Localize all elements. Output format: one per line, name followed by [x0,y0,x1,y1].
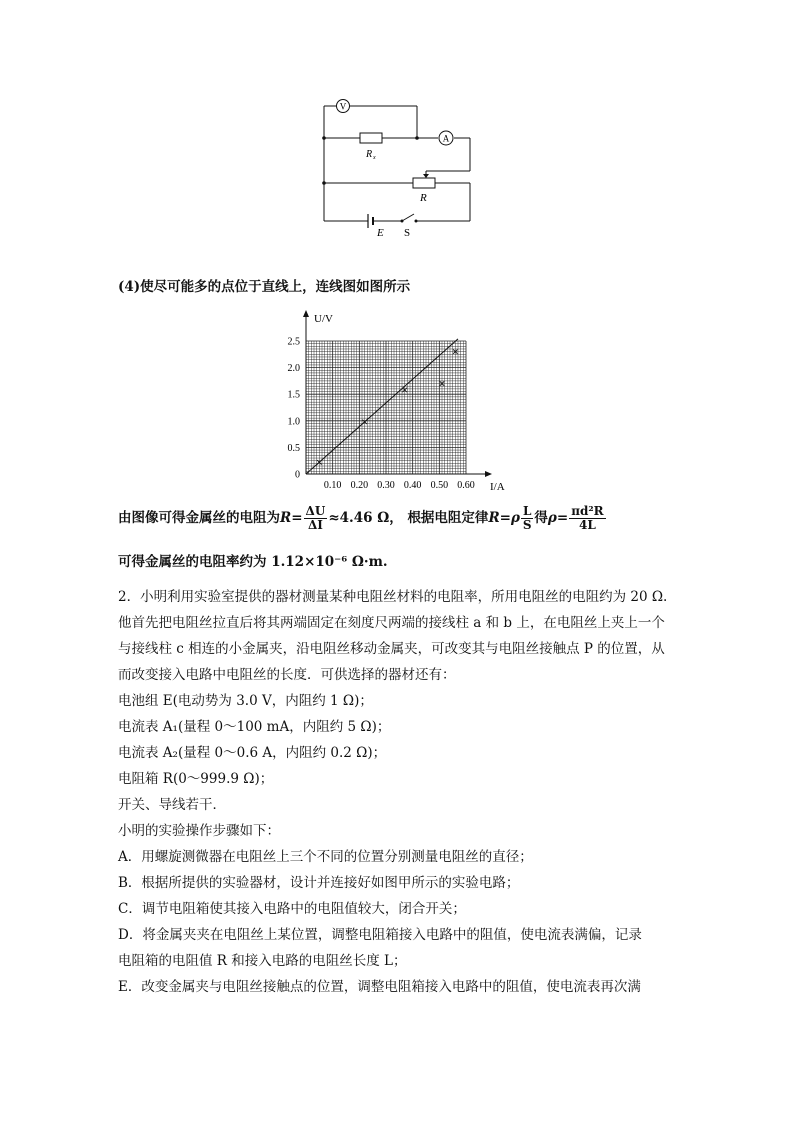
step-a: A．用螺旋测微器在电阻丝上三个不同的位置分别测量电阻丝的直径； [118,849,533,865]
equipment-resistance-box: 电阻箱 R(0～999.9 Ω)； [118,771,274,787]
law-text: 根据电阻定律 [407,510,489,526]
grid [306,341,466,474]
step4-text: (4)使尽可能多的点位于直线上，连线图如图所示 [118,279,411,295]
voltmeter-label: V [339,101,347,112]
x-axis-label: I/A [490,481,505,493]
problem-line-3: 与接线柱 c 相连的小金属夹，沿电阻丝移动金属夹，可改变其与电阻丝接触点 P 的位置，从 [118,641,665,657]
r-label: R [420,192,427,204]
x-tick-label: 0.30 [377,480,395,491]
equipment-battery: 电池组 E(电动势为 3.0 V，内阻约 1 Ω)； [118,693,373,709]
rx-subscript: x [373,155,376,161]
equipment-ammeter-a1: 电流表 A₁(量程 0～100 mA，内阻约 5 Ω)； [118,719,391,735]
x-tick-label: 0.50 [430,480,449,491]
problem-line-2: 他首先把电阻丝拉直后将其两端固定在刻度尺两端的接线柱 a 和 b 上，在电阻丝上夹上一个 [118,615,665,631]
frac1-num: ΔU [305,504,326,518]
rho-eq: ρ= [547,510,569,526]
result-prefix: 由图像可得金属丝的电阻为 [118,510,280,526]
frac1-den: ΔI [307,518,323,532]
frac-l-s [521,505,533,532]
resistivity-text: 可得金属丝的电阻率约为 1.12×10⁻⁶ Ω·m. [118,554,388,570]
y-tick-label: 0.5 [287,442,300,454]
x-axis-arrow [485,471,492,477]
y-axis-arrow [303,310,309,317]
problem-line-4: 而改变接入电路中电阻丝的长度．可供选择的器材还有： [118,667,456,683]
y-tick-label: 2.0 [287,363,300,375]
rheostat [413,178,435,188]
equipment-ammeter-a2: 电流表 A₂(量程 0～0.6 A，内阻约 0.2 Ω)； [118,745,387,761]
data-marks [306,339,458,474]
get-text: 得 [534,510,548,526]
frac-du-di [304,505,328,532]
x-tick-label: 0.10 [323,480,342,491]
rx-label: R [366,149,373,160]
law-eq: R=ρ [488,510,520,526]
fit-line [306,339,458,474]
x-tick-label: 0.60 [457,480,475,491]
result-line [118,500,607,536]
steps-intro: 小明的实验操作步骤如下： [118,823,280,839]
frac3-den: 4L [578,518,596,532]
r-value: ≈4.46 Ω， [328,510,403,526]
s-label: S [404,227,411,239]
y-tick-label: 1.5 [287,389,300,401]
ui-graph [280,308,520,494]
x-tick-label: 0.20 [350,480,369,491]
equipment-switch-wires: 开关、导线若干． [118,797,226,813]
frac2-num: L [522,504,532,518]
step-d-line-2: 电阻箱的电阻值 R 和接入电路的电阻丝长度 L； [118,953,407,969]
y-axis-label: U/V [314,313,333,325]
problem-line-1: 2．小明利用实验室提供的器材测量某种电阻丝材料的电阻率，所用电阻丝的电阻约为 20 Ω. [118,589,668,605]
step-d-line-1: D．将金属夹夹在电阻丝上某位置，调整电阻箱接入电路中的阻值，使电流表满偏，记录 [118,927,642,943]
y-tick-label: 2.5 [287,336,300,348]
rx-resistor [360,133,382,143]
step-c: C．调节电阻箱使其接入电路中的电阻值较大，闭合开关； [118,901,466,917]
frac-rho [569,505,605,532]
ammeter-label: A [442,133,450,144]
y-tick-label: 0 [295,469,300,481]
circuit-diagram [310,95,490,245]
frac2-den: S [522,518,532,532]
e-label: E [377,227,384,239]
step-e-line-1: E．改变金属夹与电阻丝接触点的位置，调整电阻箱接入电路中的阻值，使电流表再次满 [118,979,641,995]
x-tick-label: 0.40 [403,480,422,491]
step-b: B．根据所提供的实验器材，设计并连接好如图甲所示的实验电路； [118,875,520,891]
r-eq: R= [280,510,303,526]
frac3-num: πd²R [571,504,604,518]
y-tick-label: 1.0 [287,416,300,428]
